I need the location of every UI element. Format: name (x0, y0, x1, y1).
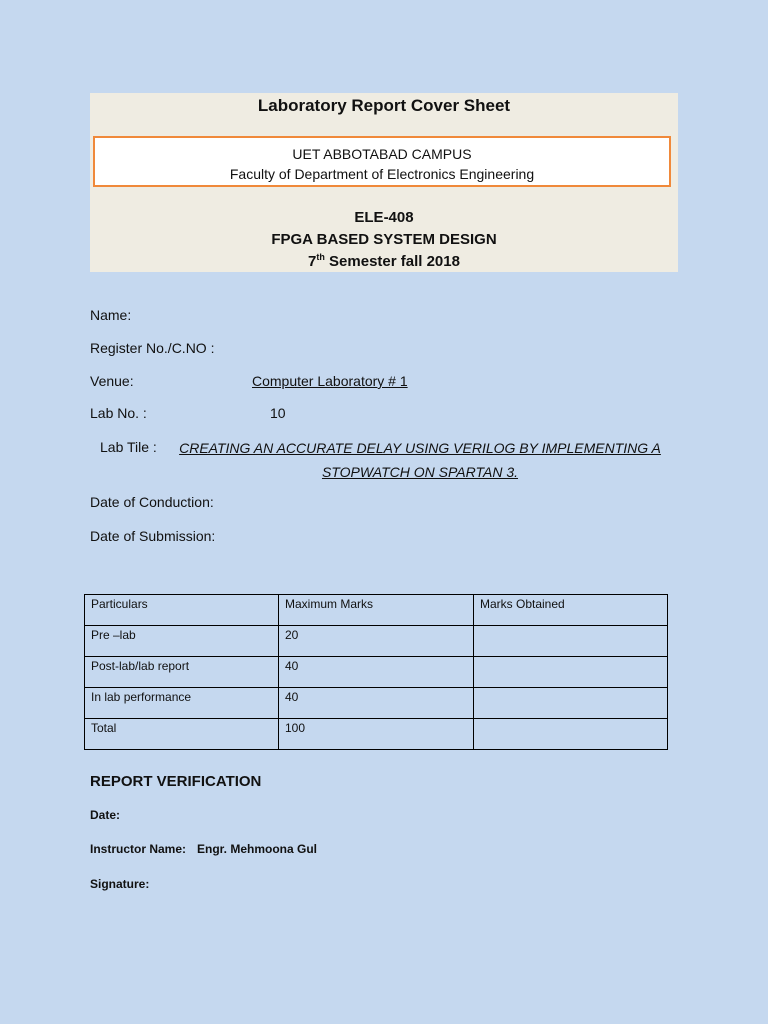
lab-no-label: Lab No. : (90, 405, 147, 421)
campus-box (93, 136, 671, 187)
lab-title-label: Lab Tile : (100, 439, 157, 455)
marks-table (84, 594, 668, 750)
instructor-name-label: Instructor Name: (90, 842, 187, 856)
course-code: ELE-408 (354, 209, 414, 226)
row-maximum-marks: 40 (279, 657, 474, 688)
report-verification-heading: REPORT VERIFICATION (90, 773, 262, 790)
semester-text: Semester fall 2018 (324, 253, 460, 270)
row-marks-obtained (474, 626, 668, 657)
course-info (90, 207, 678, 273)
row-particular: Pre –lab (85, 626, 279, 657)
row-maximum-marks: 40 (279, 688, 474, 719)
name-label: Name: (90, 307, 132, 323)
row-particular: Post-lab/lab report (85, 657, 279, 688)
table-row (85, 626, 668, 657)
row-maximum-marks: 20 (279, 626, 474, 657)
instructor-name-value: Engr. Mehmoona Gul (197, 842, 318, 856)
venue-label: Venue: (90, 373, 134, 389)
row-maximum-marks: 100 (279, 719, 474, 750)
row-marks-obtained (474, 719, 668, 750)
table-header-row (85, 595, 668, 626)
course-name: FPGA BASED SYSTEM DESIGN (271, 231, 497, 248)
cover-header (90, 93, 678, 272)
lab-no-value: 10 (270, 405, 286, 421)
table-row (85, 719, 668, 750)
row-particular: Total (85, 719, 279, 750)
header-particulars: Particulars (85, 595, 279, 626)
venue-value: Computer Laboratory # 1 (252, 373, 408, 389)
table-row (85, 657, 668, 688)
header-marks-obtained: Marks Obtained (474, 595, 668, 626)
date-of-conduction-label: Date of Conduction: (90, 494, 214, 510)
semester-line (90, 251, 678, 273)
header-maximum-marks: Maximum Marks (279, 595, 474, 626)
faculty-name: Faculty of Department of Electronics Engineering (229, 166, 535, 182)
semester-number: 7 (308, 253, 317, 270)
signature-label: Signature: (90, 877, 150, 891)
date-of-submission-label: Date of Submission: (90, 528, 216, 544)
semester-suffix: th (316, 252, 325, 262)
table-row (85, 688, 668, 719)
lab-title-value: CREATING AN ACCURATE DELAY USING VERILOG BY IMPLEMENTING A STOPWATCH ON SPARTAN 3. (179, 440, 661, 480)
campus-name: UET ABBOTABAD CAMPUS (292, 146, 472, 162)
page-title: Laboratory Report Cover Sheet (257, 96, 511, 115)
register-label: Register No./C.NO : (90, 340, 215, 356)
row-marks-obtained (474, 657, 668, 688)
row-marks-obtained (474, 688, 668, 719)
row-particular: In lab performance (85, 688, 279, 719)
verification-date-label: Date: (90, 808, 121, 822)
